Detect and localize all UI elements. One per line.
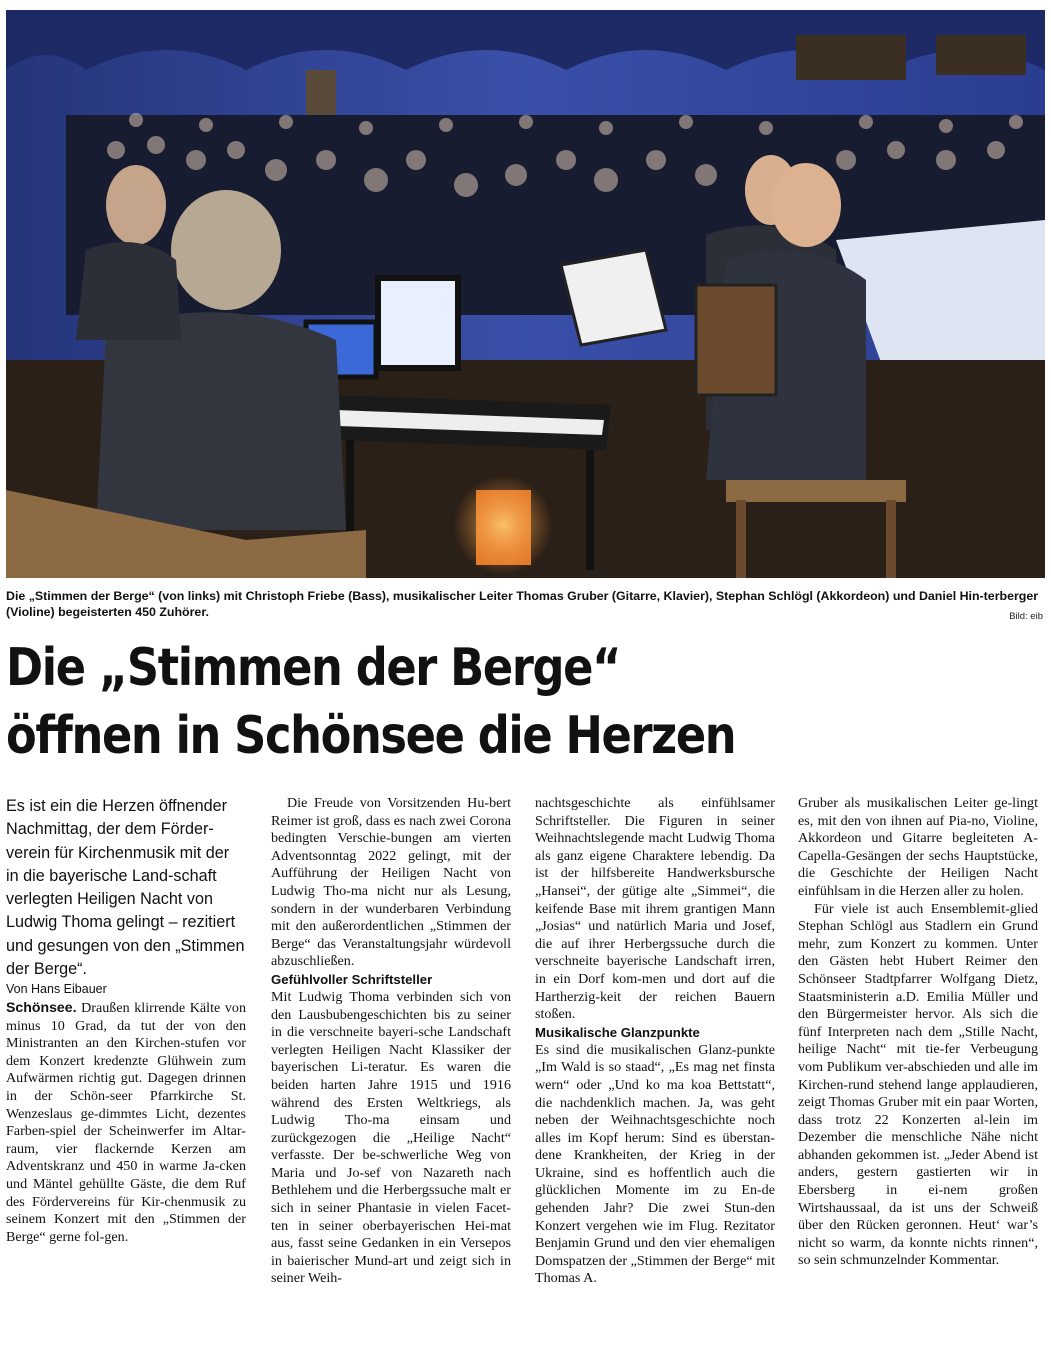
article-paragraph-7: Für viele ist auch Ensemblemit-glied Stephan Schlögl aus Stadlern ein Grund mehr, zum Konzert zu kommen. Unter den Gästen hebt Hubert Reimer den Schönseer Stadtpfarrer Wolfgang Dietz, Staatsministerin a.D. Emilia Müller und den Bürgermeister hervor. Als sich die fünf Interpreten nach dem „Stille Nacht, heilige Nacht“ mit tie-fer Verbeugung vom Publikum ver-abschieden und alle im Kirchen-rund stehend lange applaudieren, zeigt Thomas Gruber mit ein paar Worten, dass trotz 22 Konzerten al-lein im Dezember die menschliche Nähe nicht abhanden gekommen ist. „Jeder Abend ist anders, gestern gastierten wir in Ebersberg in ei-nem großen Wirtshaussaal, da ist uns der Schweiß über den Rücken geronnen. Heut‘ war’s nicht so warm, da konnte nichts rinnen“, so sein schmunzelnder Kommentar.	[798, 900, 1038, 1269]
article-paragraph-5: Es sind die musikalischen Glanz-punkte „Im Wald is so staad“, „Es mag net finsta wern“ oder „Und ko ma koa Bettstatt“, die nachdenklich machen. Ja, was geht neben der Weihnachtsgeschichte noch alles im Kopf herum: Sind es überstan-dene Krankheiten, der Krieg in der Ukraine, sind es hoffentlich auch die glücklichen Momente im zu En-de gehenden Jahr? Die zwei Stun-den Konzert vergehen wie im Flug. Rezitator Benjamin Grund und den vier ehemaligen Domspatzen der „Stimmen der Berge“ mit Thomas A.	[535, 1041, 775, 1287]
concert-photo	[6, 10, 1045, 578]
article-paragraph-6: Gruber als musikalischen Leiter ge-lingt es, mit den von ihnen auf Pia-no, Violine, Akkordeon und Gitarre begleiteten A-Capella-Gesängen der sechs Hauptstücke, die Geschichte der Heiligen Nacht einfühlsam in die Herzen aller zu holen.	[798, 795, 1038, 899]
headline	[6, 634, 900, 770]
article-column-2	[271, 795, 511, 1340]
photo-caption	[6, 588, 1045, 620]
headline-line-1: Die „Stimmen der Berge“	[6, 638, 621, 698]
photo-credit: Bild: eib	[1009, 611, 1043, 622]
dateline: Schönsee.	[6, 998, 77, 1015]
concert-photo-icon	[6, 10, 1045, 578]
article-column-3	[535, 795, 775, 1340]
article-paragraph-3: Mit Ludwig Thoma verbinden sich von den Lausbubengeschichten bis zu seiner in die verschneite bayeri-sche Landschaft verlegten Heiligen Nacht Klassiker der bayerischen Li-teratur. Es waren die beiden harten Jahre 1915 und 1916 während des Ersten Weltkriegs, als Ludwig Tho-ma einsam und zurückgezogen die „Heilige Nacht“ verfasste. Der be-schwerliche Weg von Maria und Jo-sef von Nazareth nach Bethlehem und die Herbergssuche malt er sich in seiner Phantasie in vielen Facet-ten in seiner oberbayerischen Hei-mat aus, fasst seine Gedanken in ein Versepos in baierischer Mund-art und zeigt sich in seiner Weih-	[271, 988, 511, 1287]
article-column-4	[798, 795, 1038, 1340]
subheading-1: Gefühlvoller Schriftsteller	[271, 971, 433, 987]
headline-line-2: öffnen in Schönsee die Herzen	[6, 706, 736, 766]
subheading-2: Musikalische Glanzpunkte	[535, 1024, 700, 1040]
article-paragraph-4: nachtsgeschichte als einfühlsamer Schriftsteller. Die Figuren in seiner Weihnachtslegende macht Ludwig Thoma als ganz eigene Charaktere lebendig. Da ist der hilfsbereite Handwerksbursche „Hansei“, der gütige alte „Simmei“, die keifende Base mit ihrem grantigen Mann „Josias“ und natürlich Maria und Josef, die auf ihrer Herbergssuche durch die verschneite bayerische Landschaft irren, in ein Dorf kom-men und dort auf die Hartherzig-keit der reichen Bauern stoßen.	[535, 795, 775, 1023]
article-paragraph-1	[6, 999, 246, 1246]
article-lead: Es ist ein die Herzen öffnender Nachmittag, der dem Förder-verein für Kirchenmusik mit der in die bayerische Land-schaft verlegten Heiligen Nacht von Ludwig Thoma gelingt – rezitiert und gesungen von den „Stimmen der Berge“.	[6, 797, 245, 979]
article-paragraph-2: Die Freude von Vorsitzenden Hu-bert Reimer ist groß, dass es nach zwei Corona bedingten Verschie-bungen am vierten Adventsonntag 2022 gelingt, mit der Aufführung der Heiligen Nacht von Ludwig Tho-ma nicht nur als Lesung, sondern in der wunderbaren Verbindung mit den außerordentlichen „Stimmen der Berge“ das Veranstaltungsjahr würdevoll abzuschließen.	[271, 795, 511, 970]
caption-text: Die „Stimmen der Berge“ (von links) mit Christoph Friebe (Bass), musikalischer Leiter Thomas Gruber (Gitarre, Klavier), Stephan Schlögl (Akkordeon) und Daniel Hin-terberger (Violine) begeisterten 450 Zuhörer.	[6, 589, 1039, 619]
article-author: Von Hans Eibauer	[6, 982, 107, 997]
paragraph-1-text: Draußen klirrende Kälte von minus 10 Grad, da tut der von den Ministranten an den Kirchen-stufen vor dem Konzert kredenzte Glühwein zum Aufwärmen richtig gut. Dagegen drinnen in der Schön-seer Pfarrkirche St. Wenzeslaus ge-dimmtes Licht, dezentes Farben-spiel der Scheinwerfer im Altar-raum, vier flackernde Kerzen am Adventskranz und 450 in warme Ja-cken und Mäntel gehüllte Gäste, die dem Ruf des Fördervereins für Kir-chenmusik zu seinem Konzert mit den „Stimmen der Berge“ gerne fol-gen.	[6, 999, 246, 1245]
article-column-1	[6, 795, 246, 1340]
